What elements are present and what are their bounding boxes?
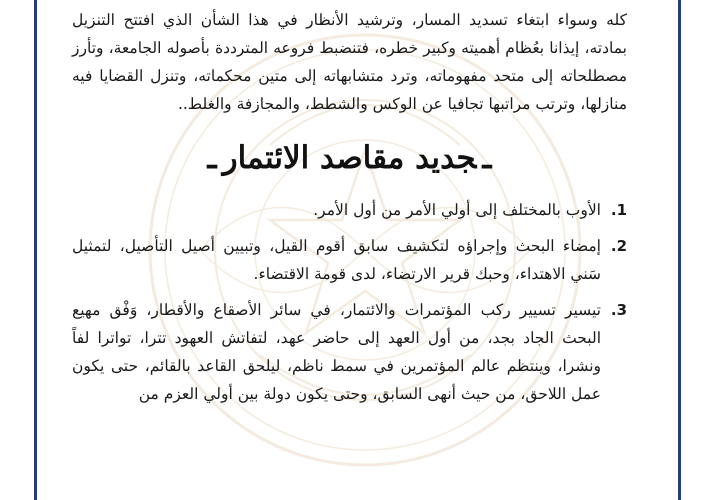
left-border-rule xyxy=(34,0,37,500)
document-body xyxy=(72,0,627,416)
list-item xyxy=(72,196,627,224)
heading-dash-right: ـ xyxy=(482,140,492,176)
section-heading-wrap xyxy=(72,140,627,176)
list-item-number: 3. xyxy=(610,301,627,319)
list-item-number: 1. xyxy=(610,201,627,219)
heading-text: جديد مقاصد الائتمار xyxy=(222,140,477,176)
section-heading xyxy=(202,140,498,176)
list-item-text: الأوب بالمختلف إلى أولي الأمر من أول الأمر. xyxy=(313,201,601,219)
list-item-number: 2. xyxy=(610,237,627,255)
list-item xyxy=(72,232,627,288)
list-item-text: تيسير تسيير ركب المؤتمرات والائتمار، في سائر الأصقاع والأقطار، وَفْق مهيع البحث الجاد بجد، من أول العهد إلى حاضر عهد، لتفاتش العهود تترا، تواترا لفاً ونشرا، وينتظم عالم المؤتمرين في سمط ناظم، ليلحق القاعد بالقائم، حتى يكون عمل اللاحق، من حيث أنهى السابق، وحتى يكون دولة بين أولي العزم من xyxy=(72,301,601,403)
intro-paragraph: كله وسواء ابتغاء تسديد المسار، وترشيد الأنظار في هذا الشأن الذي افتتح التنزيل بمادته، إيذانا بعُظام أهميته وكبير خطره، فتنضبط فروعه المترددة بأصوله الجامعة، وتأرز مصطلحاته إلى متحد مفهوماته، وترد متشابهاته إلى متين محكماته، وتنزل القضايا فيه منازلها، وترتب مراتبها تجافيا عن الوكس والشطط، والمجازفة والغلط.. xyxy=(72,11,627,113)
list-item-text: إمضاء البحث وإجراؤه لتكشيف سابق أقوم القيل، وتبيين أصيل التأصيل، لتمثيل سَني الاهتداء، وحبك قرير الارتضاء، لدى قومة الاقتضاء. xyxy=(72,237,601,283)
heading-dash-left: ـ xyxy=(207,140,217,176)
list-item xyxy=(72,296,627,408)
right-border-rule xyxy=(678,0,681,500)
points-list xyxy=(72,196,627,408)
